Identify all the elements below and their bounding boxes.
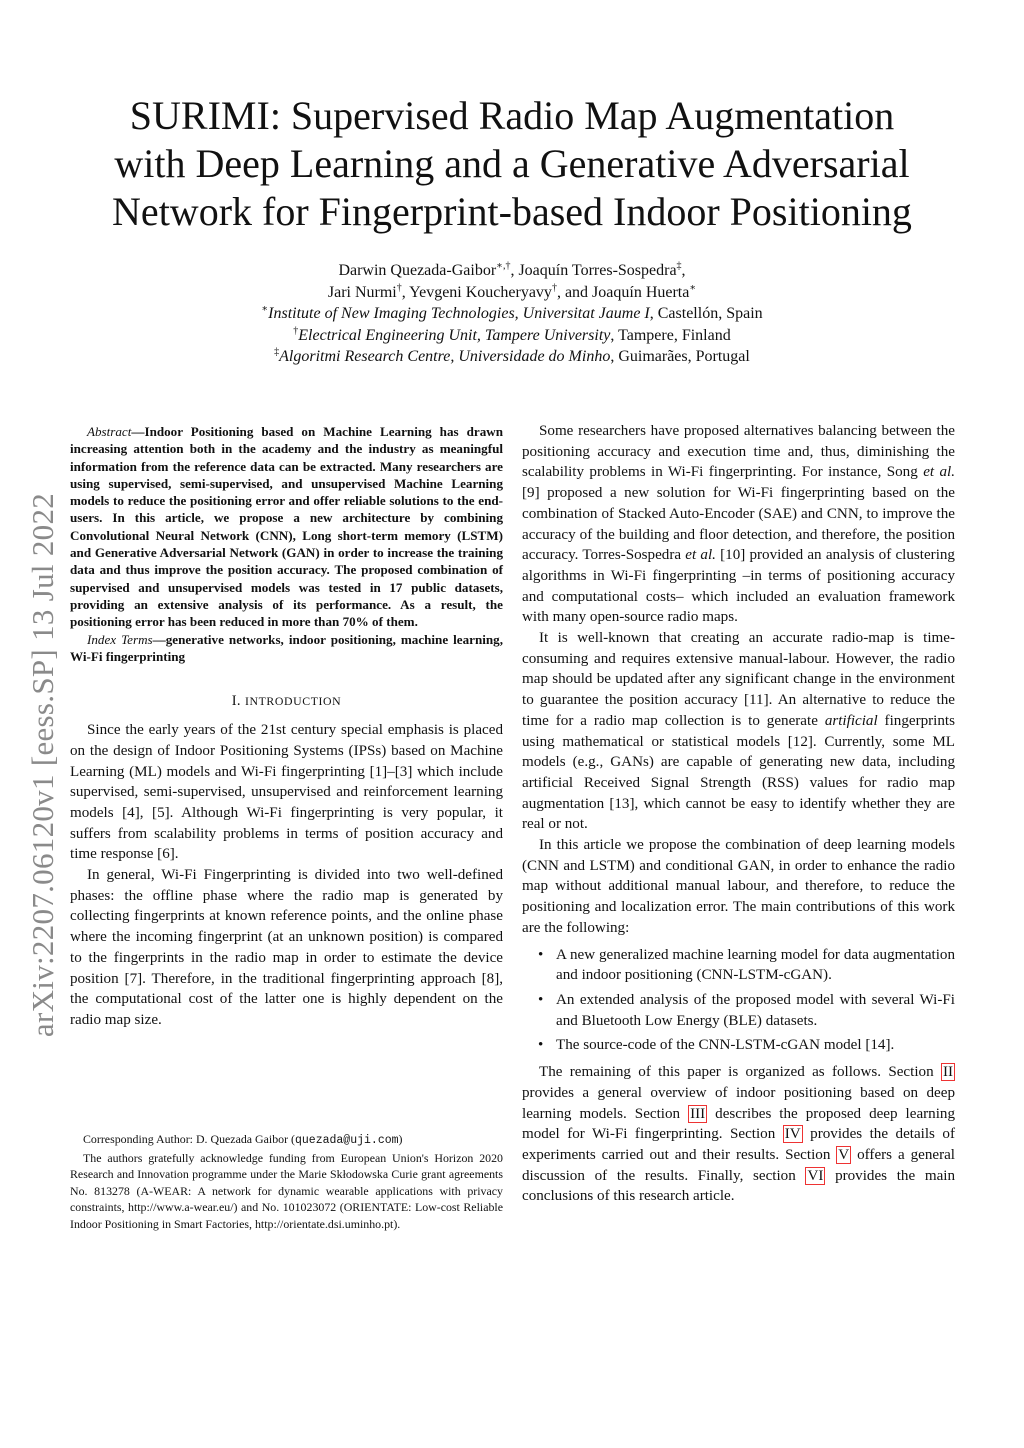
title-line-2: with Deep Learning and a Generative Adversarial — [114, 141, 910, 186]
section-link-v[interactable]: V — [838, 1146, 850, 1163]
affiliation-2: †Electrical Engineering Unit, Tampere University, Tampere, Finland — [293, 325, 731, 344]
email-link[interactable]: quezada@uji.com — [295, 1134, 399, 1147]
affiliation-3: ‡Algoritmi Research Centre, Universidade do Minho, Guimarães, Portugal — [274, 346, 750, 365]
paper-title — [60, 92, 964, 236]
section-link-vi[interactable]: VI — [807, 1167, 824, 1184]
abstract-label: Abstract — [87, 424, 132, 439]
author-line-1: Darwin Quezada-Gaibor∗,†, Joaquín Torres-Sospedra‡, — [338, 260, 686, 279]
right-column — [522, 421, 955, 1207]
index-terms-label: Index Terms — [87, 631, 153, 647]
right-paragraph-4: The remaining of this paper is organized as follows. Section II provides a general overview of indoor positioning based on deep learning models. Section III describes the proposed deep learning model for Wi-Fi fingerprinting. Section IV provides the details of experiments carried out and their results. Section V offers a general discussion of the results. Finally, section VI provides the main conclusions of this research article. — [522, 1064, 956, 1205]
title-line-1: SURIMI: Supervised Radio Map Augmentation — [129, 93, 895, 138]
intro-paragraph-2: In general, Wi-Fi Fingerprinting is divided into two well-defined phases: the offline phase where the radio map is generated by collecting fingerprints at known reference points, and the online phase where the incoming fingerprint (at an unknown position) is compared to the fingerprints in the radio map in order to estimate the device position [7]. Therefore, in the traditional fingerprinting approach [8], the computational cost of the latter one is highly dependent on the radio map size. — [70, 867, 503, 1028]
index-terms-text: —generative networks, indoor positioning, machine learning, Wi-Fi fingerprinting — [70, 631, 503, 664]
section-heading-introduction: I. INTRODUCTION — [231, 693, 342, 710]
list-item: • An extended analysis of the proposed model with several Wi-Fi and Bluetooth Low Energy (BLE) datasets. — [556, 990, 955, 1031]
author-line-2: Jari Nurmi†, Yevgeni Koucheryavy†, and Joaquín Huerta∗ — [327, 282, 697, 301]
right-paragraph-2: It is well-known that creating an accurate radio-map is time-consuming and requires extensive manual-labour. However, the radio map should be updated after any significant change in the environment to guarantee the position accuracy [11]. An alternative to reduce the time for a radio map collection is to generate artificial fingerprints using mathematical or statistical models [12]. Currently, some ML models (e.g., GANs) are capable of generating new data, including artificial Received Signal Strength (RSS) values for radio map augmentation [13], which cannot be easy to identify whether they are real or not. — [522, 630, 955, 833]
footnote — [70, 1131, 503, 1232]
funding-note: The authors gratefully acknowledge funding from European Union's Horizon 2020 Research and Innovation programme under the Marie Skłodowska Curie grant agreements No. 813278 (A-WEAR: A network for dynamic wearable applications with privacy constraints, http://www.a-wear.eu/) and No. 101023072 (ORIENTATE: Low-cost Reliable Indoor Positioning in Smart Factories, http://orientate.dsi.uminho.pt). — [70, 1150, 503, 1231]
section-link-ii[interactable]: II — [942, 1064, 953, 1081]
left-column — [70, 423, 503, 1031]
abstract-text: —Indoor Positioning based on Machine Learning has drawn increasing attention both in the academy and the industry as meaningful information from the reference data can be extracted. Many researchers are using supervised, semi-supervised, and unsupervised Machine Learning models to reduce the positioning error and offer reliable solutions to the end-users. In this article, we propose a new architecture by combining Convolutional Neural Network (CNN), Long short-term memory (LSTM) and Generative Adversarial Network (GAN) in order to increase the training data and thus improve the position accuracy. The proposed combination of supervised and unsupervised models was tested in 17 public datasets, providing an extensive analysis of its performance. As a result, the positioning error has been reduced in more than 70% of them. — [70, 424, 503, 630]
abstract — [70, 423, 503, 631]
arxiv-stamp-text: arXiv:2207.06120v1 [eess.SP] 13 Jul 2022 — [25, 492, 60, 1038]
right-paragraph-3: In this article we propose the combination of deep learning models (CNN and LSTM) and conditional GAN, in order to enhance the radio map without additional manual labour, and therefore, to reduce the positioning and localization error. The main contributions of this work are the following: — [522, 837, 955, 936]
arxiv-stamp — [16, 455, 70, 1075]
affiliation-1: ∗Institute of New Imaging Technologies, Universitat Jaume I, Castellón, Spain — [261, 303, 763, 322]
index-terms — [70, 631, 503, 666]
title-line-3: Network for Fingerprint-based Indoor Positioning — [112, 189, 912, 234]
list-item: • A new generalized machine learning model for data augmentation and indoor positioning (CNN-LSTM-cGAN). — [556, 945, 955, 986]
section-link-iii[interactable]: III — [690, 1105, 706, 1122]
section-link-iv[interactable]: IV — [784, 1126, 801, 1143]
right-paragraph-1: Some researchers have proposed alternatives balancing between the positioning accuracy and execution time and, thus, diminishing the scalability problems in Wi-Fi fingerprinting. For instance, Song et al. [9] proposed a new solution for Wi-Fi fingerprinting based on the combination of Stacked Auto-Encoder (SAE) and CNN, to improve the accuracy of the building and floor detection, and therefore, the position accuracy. Torres-Sospedra et al. [10] provided an analysis of clustering algorithms in Wi-Fi fingerprinting –in terms of positioning accuracy and computational costs– which included an evaluation framework with many open-source radio maps. — [522, 423, 955, 626]
contributions-list — [522, 945, 955, 1057]
corresponding-author: Corresponding Author: D. Quezada Gaibor (quezada@uji.com) — [83, 1132, 403, 1147]
list-item: • The source-code of the CNN-LSTM-cGAN model [14]. — [556, 1035, 955, 1056]
author-block — [100, 260, 924, 368]
intro-paragraph-1: Since the early years of the 21st century special emphasis is placed on the design of Indoor Positioning Systems (IPSs) based on Machine Learning (ML) models and Wi-Fi fingerprinting [1]–[3] which include supervised, semi-supervised, unsupervised and reinforcement learning models [4], [5]. Although Wi-Fi fingerprinting is very popular, it suffers from scalability problems in terms of position accuracy and time response [6]. — [70, 722, 503, 863]
